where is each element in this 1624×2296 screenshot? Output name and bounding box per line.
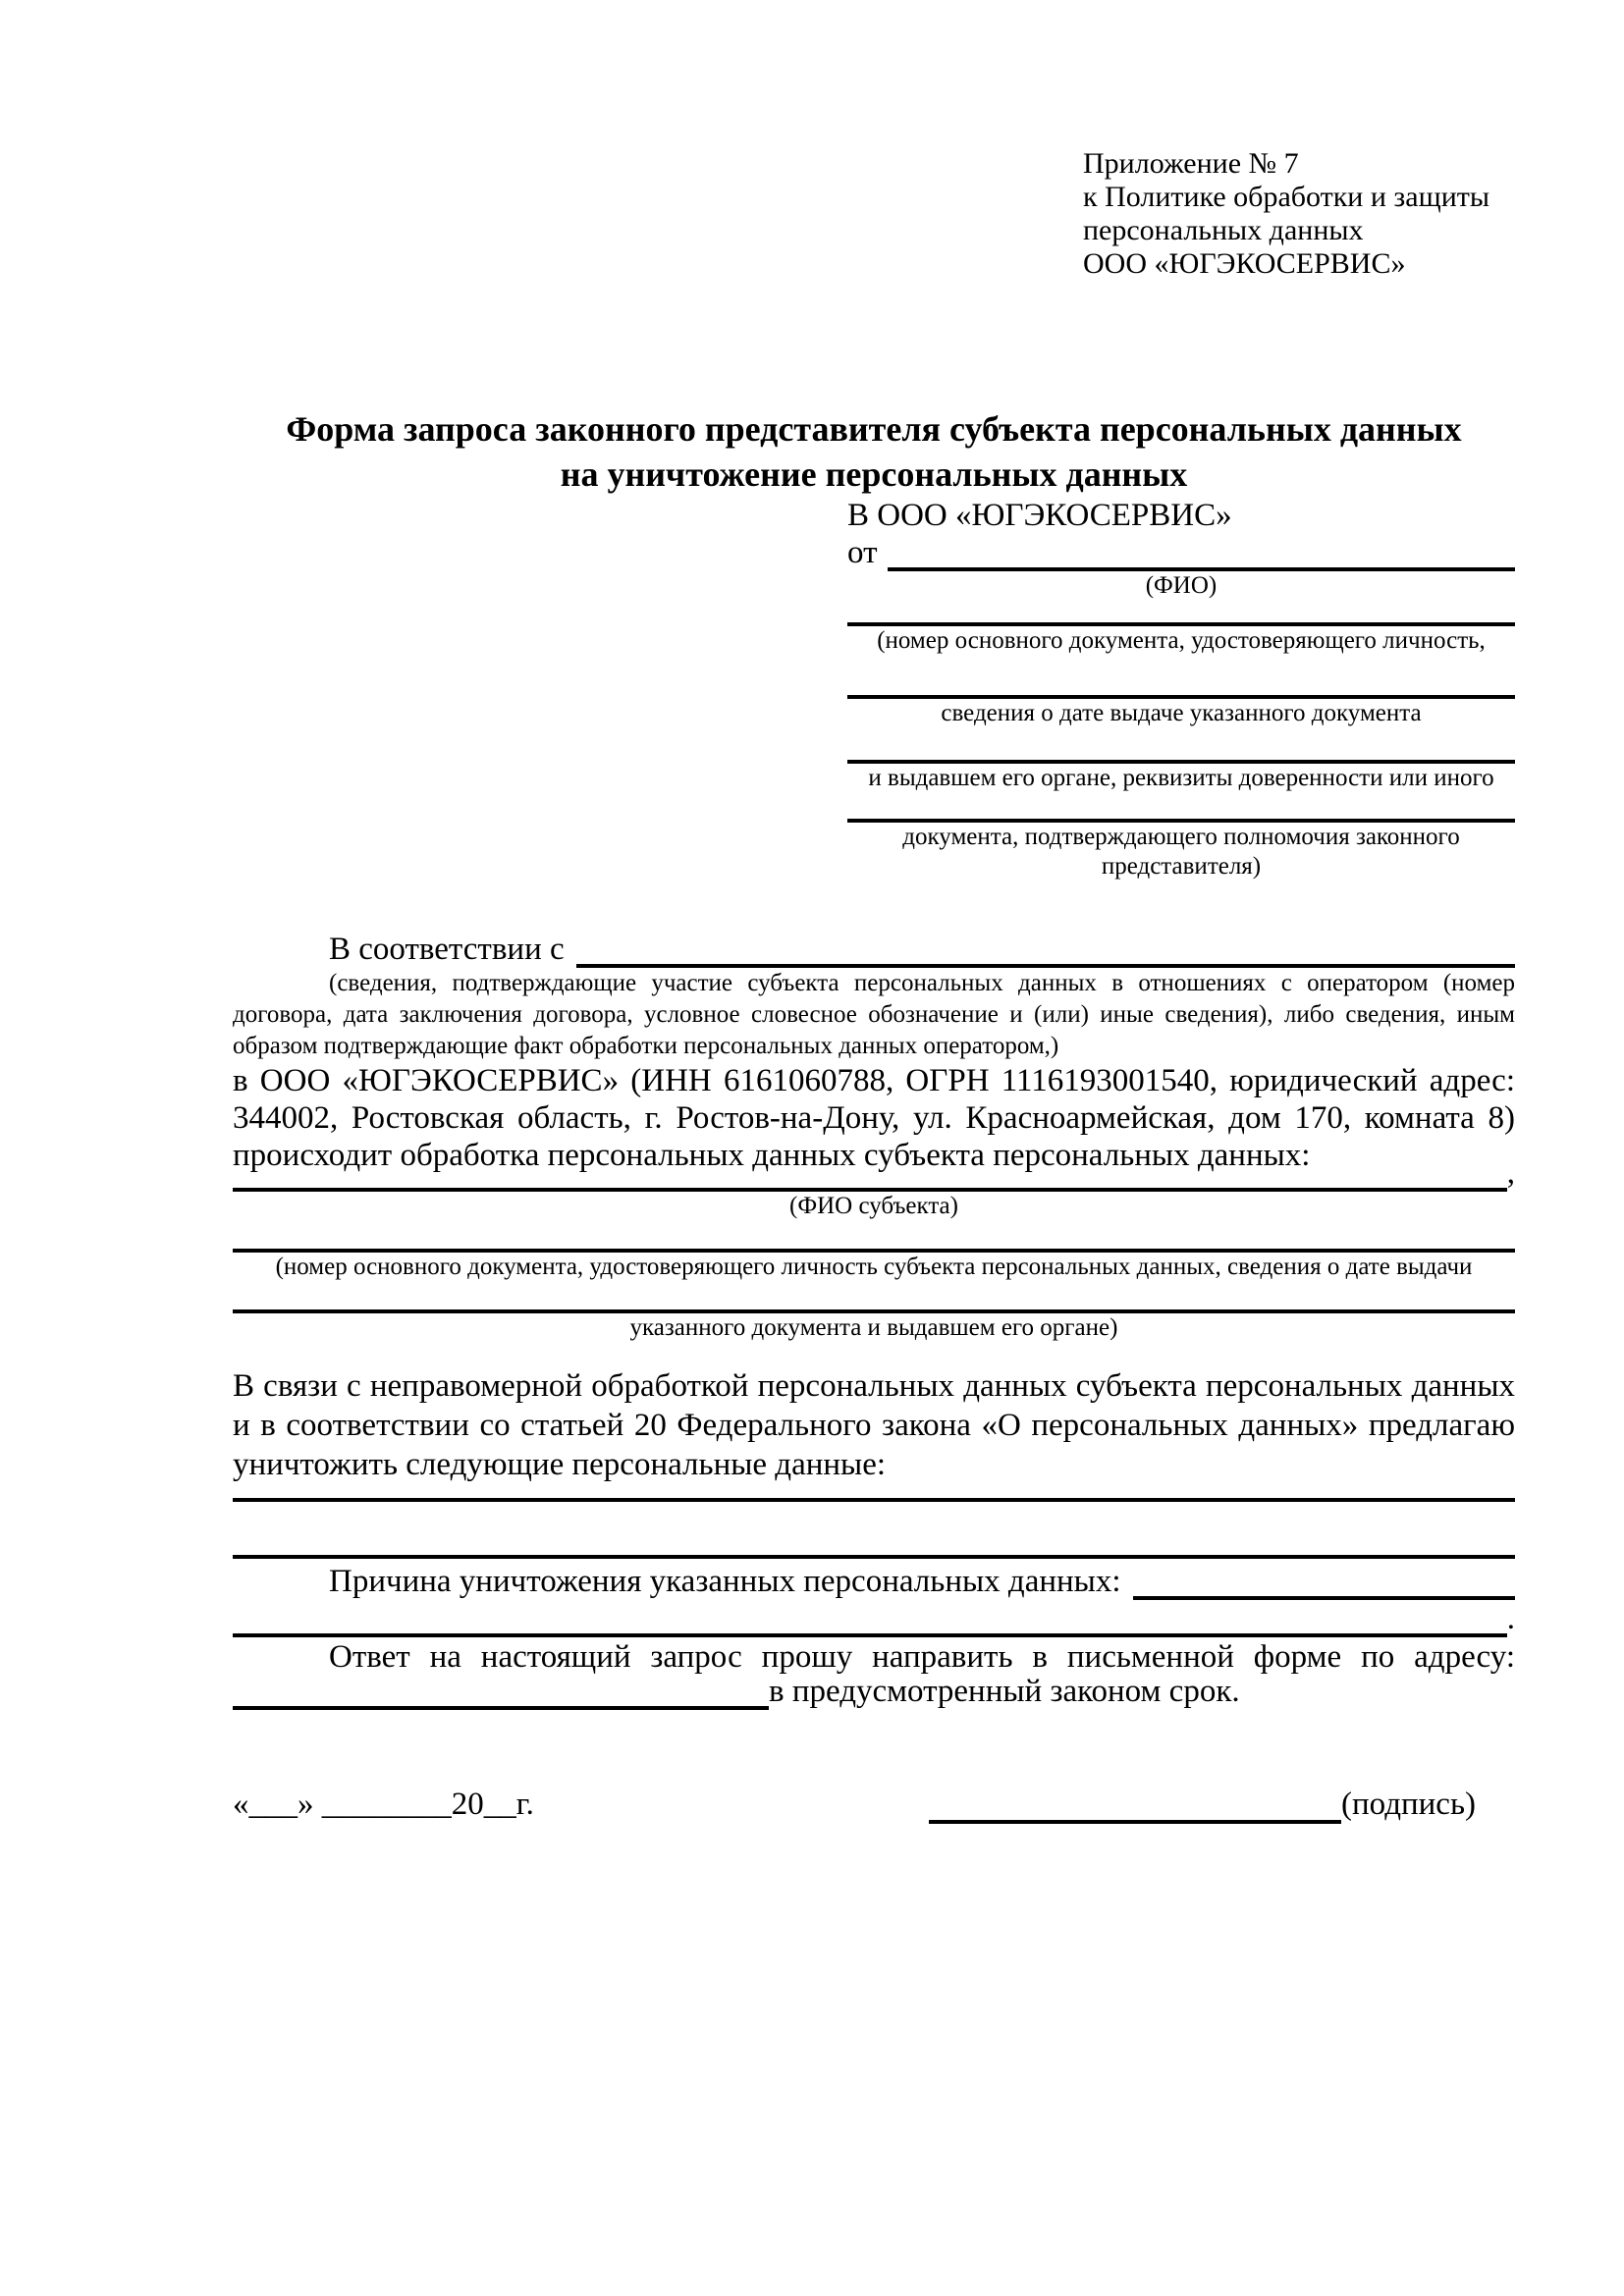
reason-row: [233, 1563, 1515, 1600]
from-label: от: [847, 535, 878, 570]
data-to-destroy-blank-field-1[interactable]: [233, 1498, 1515, 1502]
caption-subject-doc-1: (номер основного документа, удостоверяющего личность субъекта персональных данных, сведения о дате выдачи: [275, 1254, 1473, 1280]
reason-label: Причина уничтожения указанных персональных данных:: [329, 1564, 1121, 1599]
annex-line: ООО «ЮГЭКОСЕРВИС»: [1083, 247, 1406, 280]
answer-line: Ответ на настоящий запрос прошу направить в письменной форме по адресу:: [329, 1639, 1515, 1675]
according-blank-field[interactable]: [576, 931, 1515, 968]
addressee-to: В ООО «ЮГЭКОСЕРВИС»: [847, 498, 1232, 533]
title-line-2: на уничтожение персональных данных: [560, 454, 1188, 494]
annex-line: Приложение № 7: [1083, 147, 1299, 180]
caption-subject-doc-2: указанного документа и выдавшем его органе): [629, 1314, 1118, 1341]
subject-name-row: [233, 1154, 1515, 1192]
reason-blank-field-2[interactable]: [233, 1600, 1507, 1637]
subject-name-blank-field[interactable]: [233, 1154, 1507, 1192]
title-line-1: Форма запроса законного представителя субъекта персональных данных: [286, 409, 1462, 449]
data-to-destroy-blank-field-2[interactable]: [233, 1555, 1515, 1559]
according-label: В соответствии с: [329, 932, 565, 967]
annex-header: [1083, 147, 1515, 281]
footer-row: [233, 1785, 1515, 1824]
signature-blank-field[interactable]: [929, 1787, 1341, 1824]
term-text: в предусмотренный законом срок.: [769, 1674, 1240, 1709]
operator-paragraph: в ООО «ЮГЭКОСЕРВИС» (ИНН 6161060788, ОГРН 1116193001540, юридический адрес: 344002, Ростовская область, г. Ростов-на-Дону, ул. Красноармейская, дом 170, комната 8) происходит обработка персональных данных субъекта персональных данных:: [233, 1063, 1515, 1173]
according-row: [233, 931, 1515, 968]
request-paragraph: В связи с неправомерной обработкой персональных данных субъекта персональных данных и в соответствии со статьей 20 Федерального закона «О персональных данных» предлагаю уничтожить следующие персональные данные:: [233, 1368, 1515, 1482]
reason-blank-field[interactable]: [1133, 1563, 1515, 1600]
from-name-blank-field[interactable]: [888, 534, 1516, 571]
according-explanation: (сведения, подтверждающие участие субъекта персональных данных в отношениях с оператором (номер договора, дата заключения договора, условное словесное обозначение и (или) иные сведения), либо сведения, иным образом подтверждающие факт обработки персональных данных оператором,): [233, 970, 1515, 1059]
signature-group: [929, 1785, 1476, 1824]
line-period: .: [1506, 1601, 1515, 1636]
annex-line: к Политике обработки и защиты: [1083, 181, 1490, 213]
caption-issuing-authority: и выдавшем его органе, реквизиты доверенности или иного: [868, 765, 1494, 791]
answer-address-row: [233, 1673, 1515, 1710]
annex-line: персональных данных: [1083, 214, 1364, 246]
from-row: [847, 534, 1515, 571]
caption-fio: (ФИО): [1145, 572, 1218, 599]
caption-doc-number: (номер основного документа, удостоверяющего личность,: [877, 627, 1486, 654]
caption-authority-doc: документа, подтверждающего полномочия законного представителя): [902, 824, 1460, 880]
reason-continuation-row: [233, 1600, 1515, 1637]
document-title: [233, 406, 1515, 497]
caption-subject-fio: (ФИО субъекта): [789, 1193, 958, 1219]
subject-name-comma: ,: [1506, 1155, 1515, 1191]
caption-issue-date: сведения о дате выдаче указанного документа: [941, 700, 1422, 726]
addressee-block: [847, 497, 1515, 881]
answer-address-blank-field[interactable]: [233, 1673, 769, 1710]
signature-caption: (подпись): [1341, 1787, 1476, 1822]
date-line: «___» ________20__г.: [233, 1787, 534, 1822]
